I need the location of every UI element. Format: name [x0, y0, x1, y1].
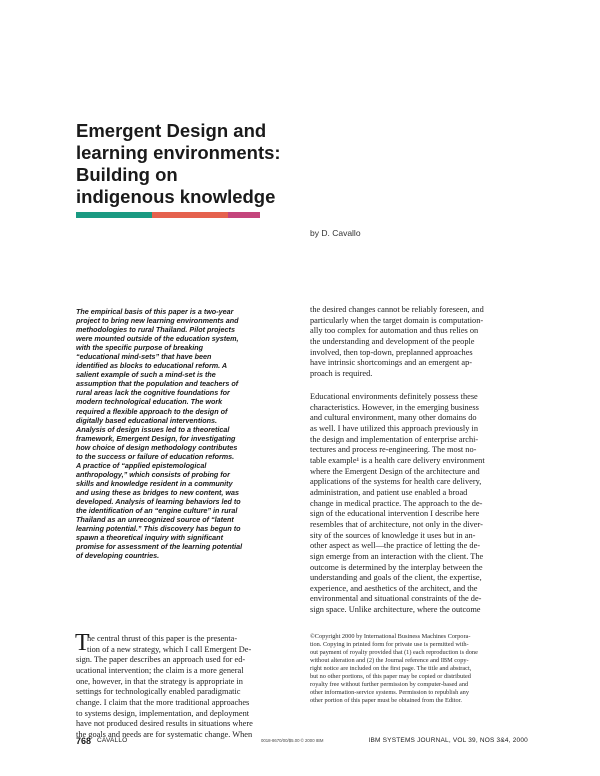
abstract: [76, 307, 294, 560]
intro-line: sign. The paper describes an approach used for ed-: [76, 655, 246, 665]
intro-lines: [75, 630, 296, 741]
body-line: have intrinsic shortcomings and an emergent ap-: [310, 358, 473, 368]
right-column-paragraph-1: [310, 305, 528, 380]
rule-segment-coral: [152, 212, 228, 218]
abstract-line: were mounted outside of the education system,: [76, 334, 239, 344]
abstract-line: how choice of design methodology contributes: [76, 442, 238, 452]
abstract-line: The empirical basis of this paper is a two-year: [76, 307, 234, 316]
body-line: applications of the systems for health care delivery,: [310, 477, 482, 487]
abstract-line: and using these as bridges to new content, was: [76, 487, 239, 497]
body-line: tectures and process re-engineering. The most no-: [310, 445, 477, 455]
abstract-line: the identification of an “engine culture” in rural: [76, 506, 238, 516]
body-line: resembles that of architecture, not only in the diver-: [310, 519, 483, 529]
body-line: understanding and goals of the client, the expertise,: [310, 573, 482, 583]
abstract-line: of developing countries.: [76, 551, 160, 561]
body-line: ally too complex for automation and thus relies on: [310, 326, 479, 336]
body-line: table example¹ is a health care delivery environment: [310, 455, 485, 465]
copyright-line: tion. Copying in printed form for private use is permitted with-: [310, 641, 469, 649]
abstract-line: salient example of such a mind-set is the: [76, 370, 216, 380]
abstract-line: methodologies to rural Thailand. Pilot projects: [76, 325, 235, 335]
abstract-line: assumption that the population and teachers of: [76, 379, 239, 389]
abstract-line: framework, Emergent Design, for investigating: [76, 433, 236, 443]
drop-cap: T: [75, 630, 90, 656]
intro-line: to systems design, implementation, and deployment: [76, 708, 250, 718]
footer-author: CAVALLO: [97, 737, 128, 744]
abstract-line: “educational mind-sets” that have been: [76, 352, 212, 362]
abstract-line: skills and knowledge resident in a community: [76, 478, 233, 488]
abstract-line: Thailand as an unrecognized source of “latent: [76, 515, 234, 525]
abstract-line: project to bring new learning environments and: [76, 316, 239, 326]
copyright-line: royalty free without further permission by computer-based and: [310, 681, 469, 689]
page-number: 768: [76, 736, 92, 746]
intro-line: tion of a new strategy, which I call Emergent De-: [87, 644, 252, 654]
copyright-line: out payment of royalty provided that (1) each reproduction is done: [310, 649, 478, 657]
abstract-line: A practice of “applied epistemological: [76, 460, 207, 470]
body-line: characteristics. However, in the emerging business: [310, 402, 479, 412]
title-line: Emergent Design and: [76, 120, 267, 141]
abstract-line: learning potential.” This discovery has begun to: [76, 524, 241, 534]
abstract-line: rural areas lack the cognitive foundations for: [76, 388, 230, 398]
author-byline: by D. Cavallo: [310, 228, 361, 238]
title-line: indigenous knowledge: [76, 186, 276, 207]
body-line: sign space. Unlike architecture, where the outcome: [310, 605, 481, 615]
intro-line: he central thrust of this paper is the presenta-: [87, 634, 238, 643]
title-color-rule: [76, 212, 260, 218]
abstract-line: anthropology,” which consists of probing for: [76, 469, 230, 479]
abstract-line: identified as blocks to educational reform. A: [76, 361, 228, 371]
body-line: other aspect as well—the practice of letting the de-: [310, 541, 481, 551]
abstract-line: digitally based educational interventions.: [76, 415, 217, 425]
body-line: as well. I have utilized this approach previously in: [310, 423, 478, 433]
body-line: particularly when the target domain is computation-: [310, 315, 484, 325]
body-line: and cultural environment, many other domains do: [310, 413, 477, 423]
rule-segment-teal: [76, 212, 152, 218]
intro-line: ucational intervention; the claim is a more general: [76, 665, 244, 675]
abstract-line: promise for assessment of the learning potential: [76, 542, 243, 552]
body-line: outcome is determined by the interplay between the: [310, 562, 483, 572]
body-line: environmental and situational constraints of the de-: [310, 594, 482, 604]
intro-line: settings for technologically enabled paradigmatic: [76, 687, 241, 697]
abstract-line: Analysis of design issues led to a theoretical: [76, 424, 230, 434]
abstract-line: spawn a theoretical inquiry with significant: [76, 533, 223, 543]
body-line: proach is required.: [310, 368, 373, 378]
body-line: administration, and patient use enabled a broad: [310, 487, 468, 497]
body-line: sity of the sources of knowledge it uses but in an-: [310, 530, 476, 540]
intro-line: have not produced desired results in situations where: [76, 719, 253, 729]
abstract-line: developed. Analysis of learning behaviors led to: [76, 496, 241, 506]
body-line: experience, and aesthetics of the architect, and the: [310, 583, 478, 593]
body-line: the desired changes cannot be reliably foreseen, and: [310, 305, 484, 314]
intro-paragraph: [75, 630, 296, 741]
body-line: the design and implementation of enterprise archi-: [310, 434, 479, 444]
copyright-notice: [310, 633, 530, 705]
body-line: where the Emergent Design of the architecture and: [310, 466, 480, 476]
body-line: the understanding and development of the people: [310, 336, 475, 346]
copyright-line: right notice are included on the first page. The title and abstract,: [310, 665, 472, 673]
body-line: Educational environments definitely possess these: [310, 392, 478, 401]
abstract-line: required a flexible approach to the design of: [76, 406, 228, 416]
copyright-line: but no other portions, of this paper may be copied or distributed: [310, 673, 471, 681]
copyright-line: ©Copyright 2000 by International Business Machines Corpora-: [310, 633, 471, 640]
page-footer: [76, 736, 528, 750]
copyright-line: other portion of this paper must be obtained from the Editor.: [310, 697, 462, 705]
copyright-line: without alteration and (2) the Journal reference and IBM copy-: [310, 657, 469, 665]
right-column-paragraph-2: [310, 392, 528, 616]
body-line: sign emerge from an interaction with the client. The: [310, 551, 484, 561]
abstract-line: to the success or failure of education reforms.: [76, 451, 235, 461]
body-line: change in medical practice. The approach to the de-: [310, 498, 483, 508]
intro-line: one, however, in that the strategy is appropriate in: [76, 676, 243, 686]
copyright-line: other information-service systems. Permission to republish any: [310, 689, 469, 697]
footer-code: 0018-8670/00/$5.00 © 2000 IBM: [261, 738, 324, 743]
article-title: [76, 120, 336, 208]
abstract-line: with the specific purpose of breaking: [76, 343, 203, 353]
intro-line: change. I claim that the more traditional approaches: [76, 697, 250, 707]
rule-segment-magenta: [228, 212, 260, 218]
abstract-line: modern technological education. The work: [76, 397, 223, 407]
body-line: sign of the educational intervention I describe here: [310, 509, 480, 519]
intro-line: the goals and needs are for systematic change. When: [76, 729, 253, 739]
footer-journal: IBM SYSTEMS JOURNAL, VOL 39, NOS 3&4, 2000: [368, 737, 528, 744]
body-line: involved, then top-down, preplanned approaches: [310, 347, 473, 357]
title-line: Building on: [76, 164, 178, 185]
title-line: learning environments:: [76, 142, 281, 163]
